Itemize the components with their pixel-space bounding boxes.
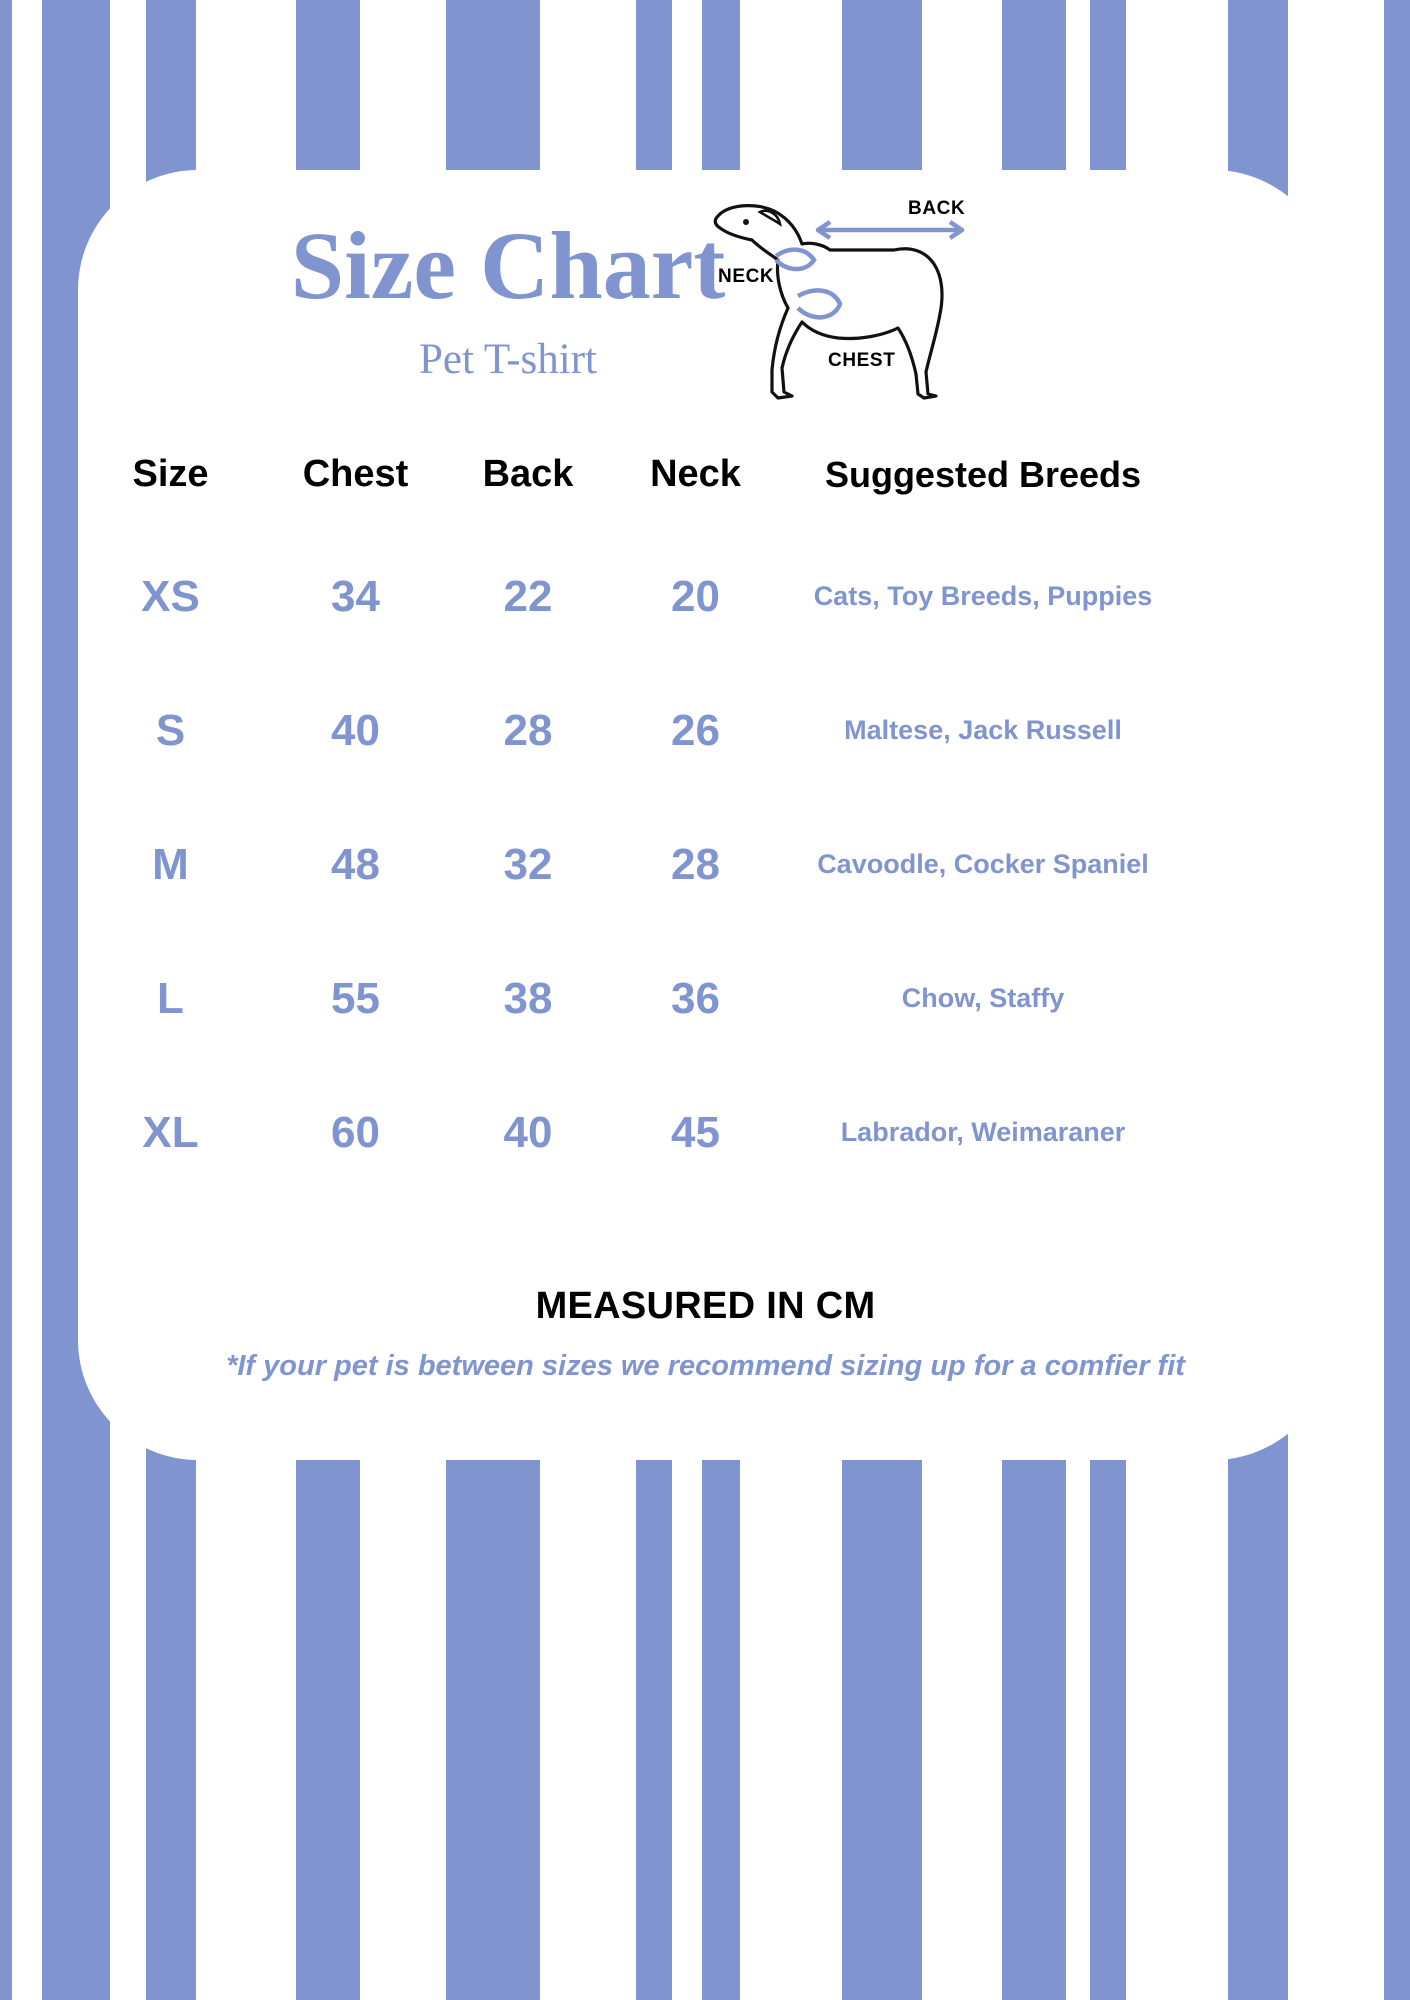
cell-back: 38	[503, 974, 553, 1023]
column-header-neck: Neck	[650, 453, 741, 496]
cell-neck: 20	[671, 572, 720, 621]
cell-chest: 48	[331, 840, 380, 889]
column-header-chest: Chest	[302, 453, 409, 496]
cell-breeds: Chow, Staffy	[901, 983, 1065, 1014]
table-row	[78, 932, 1333, 1066]
cell-size: XS	[141, 572, 200, 621]
column-header-size: Size	[132, 453, 209, 496]
cell-back: 32	[503, 840, 553, 889]
table-row	[78, 664, 1333, 798]
table-row	[78, 1066, 1333, 1200]
dog-measurement-diagram	[698, 198, 1298, 448]
cell-breeds: Cats, Toy Breeds, Puppies	[813, 581, 1153, 612]
cell-breeds: Cavoodle, Cocker Spaniel	[817, 849, 1149, 880]
page-subtitle: Pet T-shirt	[418, 336, 597, 383]
measurement-unit-note: MEASURED IN CM	[535, 1285, 876, 1327]
cell-size: M	[152, 840, 189, 889]
cell-size: S	[155, 706, 186, 755]
cell-back: 28	[503, 706, 553, 755]
cell-neck: 26	[671, 706, 720, 755]
cell-neck: 28	[671, 840, 720, 889]
cell-size: XL	[142, 1108, 199, 1157]
diagram-label-chest: CHEST	[828, 350, 896, 371]
table-header-row	[78, 420, 1333, 530]
sizing-footnote: *If your pet is between sizes we recommend sizing up for a comfier fit	[226, 1350, 1185, 1382]
page-title: Size Chart	[290, 212, 726, 319]
cell-chest: 55	[331, 974, 380, 1023]
column-header-back: Back	[482, 453, 574, 496]
cell-breeds: Maltese, Jack Russell	[844, 715, 1122, 746]
cell-size: L	[157, 974, 184, 1023]
content-card	[78, 170, 1333, 1460]
cell-chest: 34	[331, 572, 380, 621]
cell-breeds: Labrador, Weimaraner	[840, 1117, 1126, 1148]
cell-chest: 40	[331, 706, 380, 755]
diagram-label-back: BACK	[908, 198, 966, 219]
cell-back: 40	[503, 1108, 553, 1157]
cell-back: 22	[503, 572, 553, 621]
cell-neck: 36	[671, 974, 720, 1023]
size-table	[78, 420, 1333, 1200]
diagram-label-neck: NECK	[718, 266, 775, 287]
table-row	[78, 530, 1333, 664]
cell-neck: 45	[671, 1108, 720, 1157]
table-row	[78, 798, 1333, 932]
column-header-breeds: Suggested Breeds	[824, 454, 1142, 496]
cell-chest: 60	[331, 1108, 380, 1157]
dog-illustration-icon	[698, 198, 1298, 448]
